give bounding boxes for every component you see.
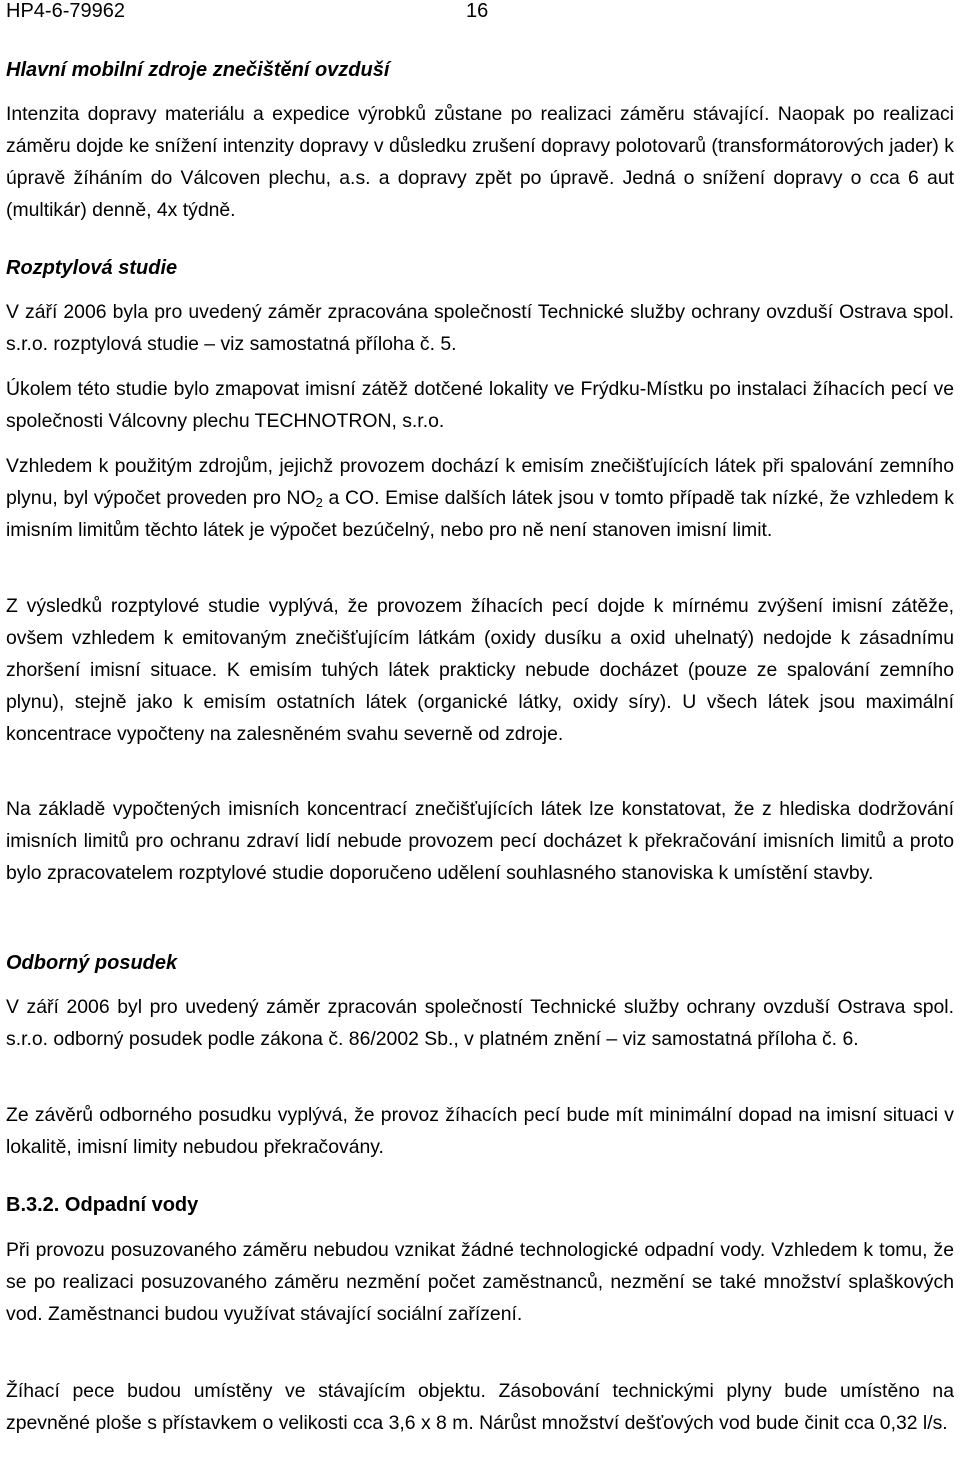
section-title-waste-water: B.3.2. Odpadní vody — [6, 1194, 199, 1216]
paragraph-dispersion-3-text-a: Vzhledem k použitým zdrojům, jejichž provozem dochází k emisím znečišťujících látek při spalování zemního plynu, byl výpočet proveden pro NO — [6, 455, 954, 509]
paragraph-dispersion-5-text: Na základě vypočtených imisních koncentrací znečišťujících látek lze konstatovat, že z hlediska dodržování imisních limitů pro ochranu zdraví lidí nebude provozem pecí docházet k překračování imisních limitů a proto bylo zpracovatelem rozptylové studie doporučeno udělení souhlasného stanoviska k umístění stavby. — [6, 798, 954, 884]
section-title-dispersion-study: Rozptylová studie — [6, 257, 178, 279]
section-dispersion-study — [6, 255, 954, 281]
no2-subscript: 2 — [315, 495, 323, 510]
paragraph-dispersion-4-text: Z výsledků rozptylové studie vyplývá, že provozem žíhacích pecí dojde k mírnému zvýšení imisní zátěže, ovšem vzhledem k emitovaným znečišťujícím látkám (oxidy dusíku a oxid uhelnatý) nedojde k zásadnímu zhoršení imisní situace. K emisím tuhých látek prakticky nebude docházet (pouze ze spalování zemního plynu), stejně jako k emisím ostatních látek (organické látky, oxidy síry). U všech látek jsou maximální koncentrace vypočteny na zalesněném svahu severně od zdroje. — [6, 595, 954, 745]
section-title-expert-opinion: Odborný posudek — [6, 952, 178, 974]
paragraph-expert-2 — [6, 1099, 954, 1163]
paragraph-waste-water-2-text: Žíhací pece budou umístěny ve stávajícím objektu. Zásobování technickými plyny bude umístěno na zpevněné ploše s přístavkem o velikosti cca 3,6 x 8 m. Nárůst množství dešťových vod bude činit cca 0,32 l/s. — [6, 1380, 954, 1434]
paragraph-waste-water-1 — [6, 1234, 954, 1330]
paragraph-dispersion-2-text: Úkolem této studie bylo zmapovat imisní zátěž dotčené lokality ve Frýdku-Místku po instalaci žíhacích pecí ve společnosti Válcovny plechu TECHNOTRON, s.r.o. — [6, 378, 954, 432]
paragraph-mobile-1 — [6, 98, 954, 226]
paragraph-dispersion-5 — [6, 793, 954, 889]
paragraph-mobile-1-note: Jedná o snížení dopravy o cca 6 aut (multikár) denně, 4x týdně. — [6, 167, 955, 221]
section-mobile-sources — [6, 57, 954, 83]
paragraph-dispersion-1-text: V září 2006 byla pro uvedený záměr zpracována společností Technické služby ochrany ovzduší Ostrava spol. s.r.o. rozptylová studie – viz samostatná příloha č. 5. — [6, 301, 954, 355]
section-expert-opinion — [6, 950, 954, 976]
paragraph-mobile-1-text: Intenzita dopravy materiálu a expedice výrobků zůstane po realizaci záměru stávající. Naopak po realizaci záměru dojde ke snížení intenzity dopravy v důsledku zrušení dopravy polotovarů (transformátorových jader) k úpravě žíháním do Válcoven plechu, a.s. a dopravy zpět po úpravě. — [6, 103, 954, 189]
paragraph-dispersion-3 — [6, 450, 954, 546]
paragraph-dispersion-3-text-b: a CO. Emise dalších látek jsou v tomto případě tak nízké, že vzhledem k imisním limitům těchto látek je výpočet bezúčelný, nebo pro ně není stanoven imisní limit. — [6, 487, 955, 541]
paragraph-expert-2-text: Ze závěrů odborného posudku vyplývá, že provoz žíhacích pecí bude mít minimální dopad na imisní situaci v lokalitě, imisní limity nebudou překračovány. — [6, 1104, 954, 1158]
section-title-mobile-sources: Hlavní mobilní zdroje znečištění ovzduší — [6, 59, 390, 81]
paragraph-dispersion-4 — [6, 590, 954, 750]
paragraph-waste-water-2 — [6, 1375, 954, 1439]
section-waste-water — [6, 1192, 954, 1218]
paragraph-expert-1-text: V září 2006 byl pro uvedený záměr zpracován společností Technické služby ochrany ovzduší Ostrava spol. s.r.o. odborný posudek podle zákona č. 86/2002 Sb., v platném znění – viz samostatná příloha č. 6. — [6, 996, 954, 1050]
paragraph-expert-1 — [6, 991, 954, 1055]
paragraph-dispersion-2 — [6, 373, 954, 437]
page-number: 16 — [466, 0, 489, 22]
document-id: HP4-6-79962 — [6, 0, 125, 22]
paragraph-dispersion-1 — [6, 296, 954, 360]
paragraph-waste-water-1-text: Při provozu posuzovaného záměru nebudou vznikat žádné technologické odpadní vody. Vzhledem k tomu, že se po realizaci posuzovaného záměru nezmění počet zaměstnanců, nezmění se také množství splaškových vod. Zaměstnanci budou využívat stávající sociální zařízení. — [6, 1239, 954, 1325]
